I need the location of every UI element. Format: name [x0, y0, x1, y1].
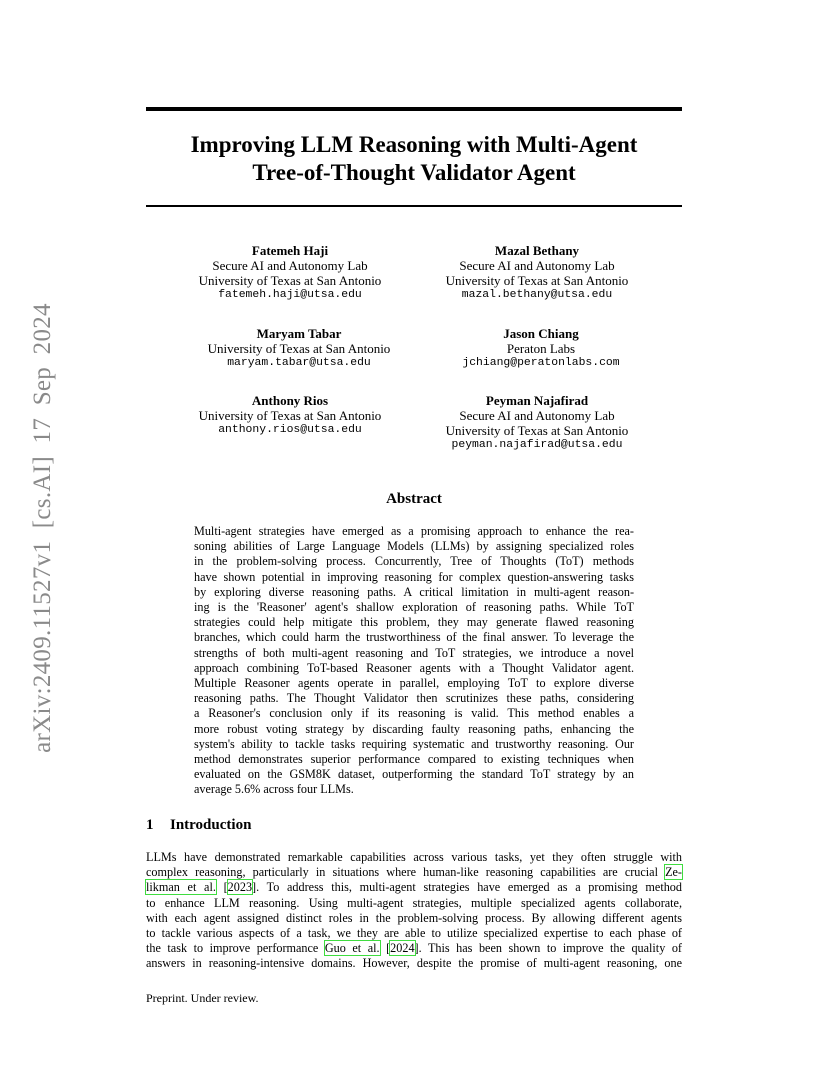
abstract-line: system's ability to tackle tasks requiring systematic and trustworthy reasoning. Our: [194, 736, 634, 751]
intro-line: to enhance LLM reasoning. Using multi-agent strategies, multiple specialized agents collaborate,: [146, 895, 682, 910]
citation-year-link[interactable]: 2024: [390, 941, 415, 956]
abstract-line: by exploring diverse reasoning paths. A critical limitation in multi-agent reason-: [194, 584, 634, 599]
footer-note: Preprint. Under review.: [146, 991, 259, 1005]
citation-link[interactable]: Ze-: [665, 865, 682, 880]
author-email[interactable]: peyman.najafirad@utsa.edu: [451, 439, 623, 451]
abstract-line: soning abilities of Large Language Models (LLMs) by assigning specialized roles: [194, 539, 634, 554]
intro-text: complex reasoning, particularly in situations where human-like reasoning capabilities are crucial: [146, 865, 666, 880]
author-email[interactable]: jchiang@peratonlabs.com: [462, 357, 620, 369]
intro-line: to tackle various aspects of a task, we they are able to utilize specialized expertise to each phase of: [146, 926, 682, 941]
author-affiliation: University of Texas at San Antonio: [445, 423, 629, 438]
title-bottom-rule: [146, 205, 682, 207]
paper-title: [146, 131, 682, 187]
author-affiliation: University of Texas at San Antonio: [198, 273, 382, 288]
citation-link[interactable]: Guo et al.: [324, 941, 380, 956]
author-name: Anthony Rios: [251, 393, 329, 408]
abstract-line: have shown potential in improving reasoning for complex question-answering tasks: [194, 569, 634, 584]
intro-line: [146, 941, 682, 956]
author-affiliation: Secure AI and Autonomy Lab: [459, 408, 615, 423]
title-line-2: Tree-of-Thought Validator Agent: [252, 160, 576, 185]
abstract-line: branches, which could harm the trustworthiness of the final answer. To leverage the: [194, 630, 634, 645]
author-name: Mazal Bethany: [494, 243, 580, 258]
author-email[interactable]: fatemeh.haji@utsa.edu: [218, 289, 362, 301]
abstract-line: Multiple Reasoner agents operate in parallel, employing ToT to explore diverse: [194, 676, 634, 691]
intro-paragraph: [146, 850, 682, 972]
intro-text: ]. This has been shown to improve the quality of: [414, 941, 682, 956]
abstract-body: [194, 524, 634, 798]
intro-text: [: [215, 880, 228, 895]
abstract-line: more robust voting strategy by discarding faulty reasoning paths, enhancing the: [194, 721, 634, 736]
citation-year-link[interactable]: 2023: [227, 880, 253, 895]
section-title: Introduction: [170, 817, 252, 833]
author-name: Peyman Najafirad: [485, 393, 589, 408]
abstract-line: strengths of both multi-agent reasoning and ToT strategies, we introduce a novel: [194, 645, 634, 660]
author-affiliation: Secure AI and Autonomy Lab: [212, 258, 368, 273]
section-heading: [146, 817, 251, 834]
abstract-line: ing is the 'Reasoner' agent's shallow exploration of reasoning paths. While ToT: [194, 600, 634, 615]
author-block: [179, 326, 419, 371]
author-name: Jason Chiang: [503, 326, 579, 341]
abstract-line: a Reasoner's conclusion only if its reasoning is valid. This method enables a: [194, 706, 634, 721]
intro-text: ]. To address this, multi-agent strategies have emerged as a promising method: [252, 880, 682, 895]
intro-text: [: [379, 941, 391, 956]
citation-link[interactable]: likman et al.: [146, 880, 216, 895]
title-line-1: Improving LLM Reasoning with Multi-Agent: [190, 132, 638, 157]
author-affiliation: University of Texas at San Antonio: [445, 273, 629, 288]
author-block: [417, 393, 657, 453]
author-affiliation: Secure AI and Autonomy Lab: [459, 258, 615, 273]
abstract-heading: Abstract: [386, 491, 442, 507]
intro-line: answers in reasoning-intensive domains. However, despite the promise of multi-agent reasoning, one: [146, 956, 682, 971]
intro-line: [146, 865, 682, 880]
section-number: 1: [146, 817, 154, 833]
arxiv-stamp: arXiv:2409.11527v1 [cs.AI] 17 Sep 2024: [29, 303, 56, 753]
abstract-line: method demonstrates superior performance compared to existing techniques when: [194, 752, 634, 767]
title-top-rule: [146, 107, 682, 111]
abstract-line: in the problem-solving process. Concurrently, Tree of Thoughts (ToT) methods: [194, 554, 634, 569]
intro-line: with each agent assigned distinct roles in the problem-solving process. By allowing different agents: [146, 910, 682, 925]
author-block: [170, 243, 410, 303]
abstract-line: evaluated on the GSM8K dataset, outperforming the standard ToT strategy by an: [194, 767, 634, 782]
author-name: Maryam Tabar: [256, 326, 342, 341]
abstract-line: reasoning paths. The Thought Validator then scrutinizes these paths, considering: [194, 691, 634, 706]
author-affiliation: University of Texas at San Antonio: [207, 341, 391, 356]
author-name: Fatemeh Haji: [251, 243, 329, 258]
abstract-line: average 5.6% across four LLMs.: [194, 782, 354, 797]
abstract-line: strategies could help mitigate this problem, they may generate flawed reasoning: [194, 615, 634, 630]
author-affiliation: Peraton Labs: [506, 341, 576, 356]
abstract-line: approach combining ToT-based Reasoner agents with a Thought Validator agent.: [194, 660, 634, 675]
abstract-line: Multi-agent strategies have emerged as a promising approach to enhance the rea-: [194, 524, 634, 538]
author-block: [170, 393, 410, 438]
author-email[interactable]: maryam.tabar@utsa.edu: [227, 357, 371, 369]
intro-line: [146, 880, 682, 895]
intro-line: LLMs have demonstrated remarkable capabilities across various tasks, yet they often struggle with: [146, 850, 682, 864]
intro-text: the task to improve performance: [146, 941, 325, 956]
author-block: [421, 326, 661, 371]
author-affiliation: University of Texas at San Antonio: [198, 408, 382, 423]
author-email[interactable]: anthony.rios@utsa.edu: [218, 424, 362, 436]
author-email[interactable]: mazal.bethany@utsa.edu: [461, 289, 613, 301]
author-block: [417, 243, 657, 303]
